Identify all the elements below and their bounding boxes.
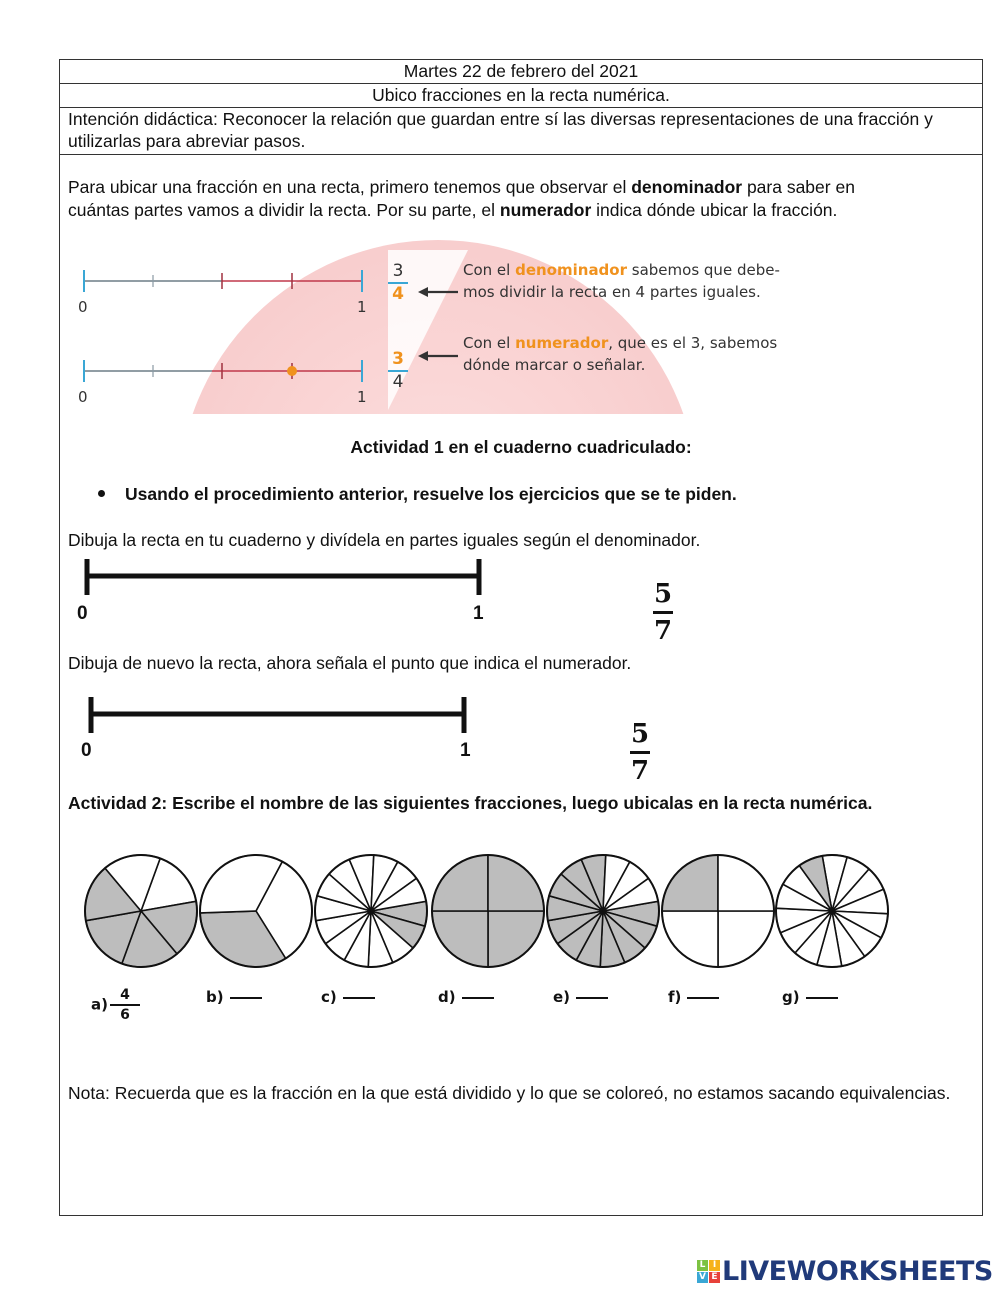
line2-end-label: 1 xyxy=(357,388,367,406)
answer-blank[interactable] xyxy=(462,997,494,999)
activity2-label: Actividad 2 xyxy=(68,793,162,813)
note-text: Nota: Recuerda que es la fracción en la que está dividido y lo que se coloreó, no estamos sacando equivalencias. xyxy=(68,1083,951,1103)
fraction-answer-a xyxy=(91,988,140,1022)
intro-text: Para ubicar una fracción en una recta, primero tenemos que observar el xyxy=(68,177,632,197)
bullet-text: Usando el procedimiento anterior, resuelve los ejercicios que se te piden. xyxy=(125,484,737,504)
activity1-instruction2: Dibuja de nuevo la recta, ahora señala el punto que indica el numerador. xyxy=(68,653,632,673)
fraction-circle-d xyxy=(428,851,548,976)
pie-letter: f) xyxy=(668,988,682,1006)
tile: V xyxy=(697,1272,708,1283)
fraction-answer-c[interactable] xyxy=(321,988,375,1006)
bullet-icon xyxy=(98,490,105,497)
worksheet xyxy=(59,59,983,1216)
activity2-instruction xyxy=(68,793,872,814)
pie-letter: a) xyxy=(91,995,108,1014)
numerator: 5 xyxy=(653,579,673,609)
line1-start-label: 0 xyxy=(78,298,88,316)
tile: E xyxy=(709,1272,720,1283)
answer-blank[interactable] xyxy=(343,997,375,999)
line2-start-label: 0 xyxy=(78,388,88,406)
text: mos dividir la recta en 4 partes iguales. xyxy=(463,283,761,301)
activity2-text: : Escribe el nombre de las siguientes fracciones, luego ubicalas en la recta numérica. xyxy=(161,793,873,813)
fraction-point-marker xyxy=(287,366,297,376)
fraction-circle-b xyxy=(196,851,316,976)
answer-blank[interactable] xyxy=(576,997,608,999)
fraction-three-quarters-2 xyxy=(388,350,408,392)
text: sabemos que debe- xyxy=(627,261,780,279)
fraction-circle-g xyxy=(772,851,892,976)
liveworksheets-logo xyxy=(697,1256,993,1286)
answer-fraction: $\frac{4}{6}$ xyxy=(110,988,140,1022)
fraction-five-sevenths-1 xyxy=(651,581,675,644)
activity1-bullet xyxy=(98,484,737,505)
logo-tiles-icon xyxy=(697,1260,720,1283)
intro-text: indica dónde ubicar la fracción. xyxy=(591,199,838,220)
blank-number-line-1 xyxy=(80,557,490,599)
fraction-circle-f xyxy=(658,851,778,976)
pie-letter: b) xyxy=(206,988,224,1006)
fraction-bar xyxy=(653,611,673,614)
numerator-explanation xyxy=(463,332,798,376)
fraction-answer-e[interactable] xyxy=(553,988,608,1006)
fraction-answer-g[interactable] xyxy=(782,988,838,1006)
activity1-heading: Actividad 1 en el cuaderno cuadriculado: xyxy=(350,437,692,457)
numerator: 5 xyxy=(630,719,650,749)
pie-letter: c) xyxy=(321,988,337,1006)
numerator: 3 xyxy=(392,261,404,281)
arrow-left-icon xyxy=(418,349,460,363)
fraction-circle-c xyxy=(311,851,431,976)
intro-paragraph xyxy=(68,176,973,221)
denominator-highlight: 4 xyxy=(392,284,404,304)
text: Con el xyxy=(463,334,516,352)
answer-blank[interactable] xyxy=(230,997,262,999)
fraction-circle-a xyxy=(81,851,201,976)
text: Con el xyxy=(463,261,516,279)
highlight-denominator: denominador xyxy=(515,261,628,279)
fraction-five-sevenths-2 xyxy=(628,721,652,784)
fraction-three-quarters-1 xyxy=(388,262,408,304)
arrow-left-icon xyxy=(418,285,460,299)
pie-letter: d) xyxy=(438,988,456,1006)
intro-bold-numerator: numerador xyxy=(499,199,592,220)
intro-text: cuántas partes vamos a dividir la recta. Por su parte, el xyxy=(68,199,500,220)
date-row: Martes 22 de febrero del 2021 xyxy=(60,60,982,84)
line2-one-label: 1 xyxy=(460,740,471,761)
line1-zero-label: 0 xyxy=(77,603,88,624)
tile: L xyxy=(697,1260,708,1271)
text: , que es el 3, sabemos xyxy=(608,334,778,352)
highlight-numerator: numerador xyxy=(515,334,609,352)
denominator: 7 xyxy=(653,616,673,646)
line2-zero-label: 0 xyxy=(81,740,92,761)
fraction-answer-b[interactable] xyxy=(206,988,262,1006)
blank-number-line-2 xyxy=(84,695,474,737)
intro-bold-denominator: denominador xyxy=(631,177,743,197)
fraction-answer-f[interactable] xyxy=(668,988,719,1006)
lesson-title: Ubico fracciones en la recta numérica. xyxy=(60,84,982,108)
logo-text: LIVEWORKSHEETS xyxy=(722,1255,993,1287)
fraction-bar xyxy=(630,751,650,754)
number-line-illustration xyxy=(68,240,798,414)
numerator-highlight: 3 xyxy=(392,349,404,369)
denominator: 4 xyxy=(392,372,404,392)
pie-letter: e) xyxy=(553,988,571,1006)
answer-blank[interactable] xyxy=(687,997,719,999)
fraction-answer-d[interactable] xyxy=(438,988,494,1006)
fraction-circle-e xyxy=(543,851,663,976)
intro-text: para saber en xyxy=(742,177,855,197)
answer-blank[interactable] xyxy=(806,997,838,999)
line1-one-label: 1 xyxy=(473,603,484,624)
number-lines-svg xyxy=(68,240,378,414)
pie-letter: g) xyxy=(782,988,800,1006)
activity1-instruction1: Dibuja la recta en tu cuaderno y divídela en partes iguales según el denominador. xyxy=(68,530,701,550)
didactic-intention: Intención didáctica: Reconocer la relación que guardan entre sí las diversas representaciones de una fracción y utilizarlas para abreviar pasos. xyxy=(60,108,982,155)
text: dónde marcar o señalar. xyxy=(463,356,646,374)
denominator-explanation xyxy=(463,259,798,303)
line1-end-label: 1 xyxy=(357,298,367,316)
tile: I xyxy=(709,1260,720,1271)
denominator: 7 xyxy=(630,756,650,786)
